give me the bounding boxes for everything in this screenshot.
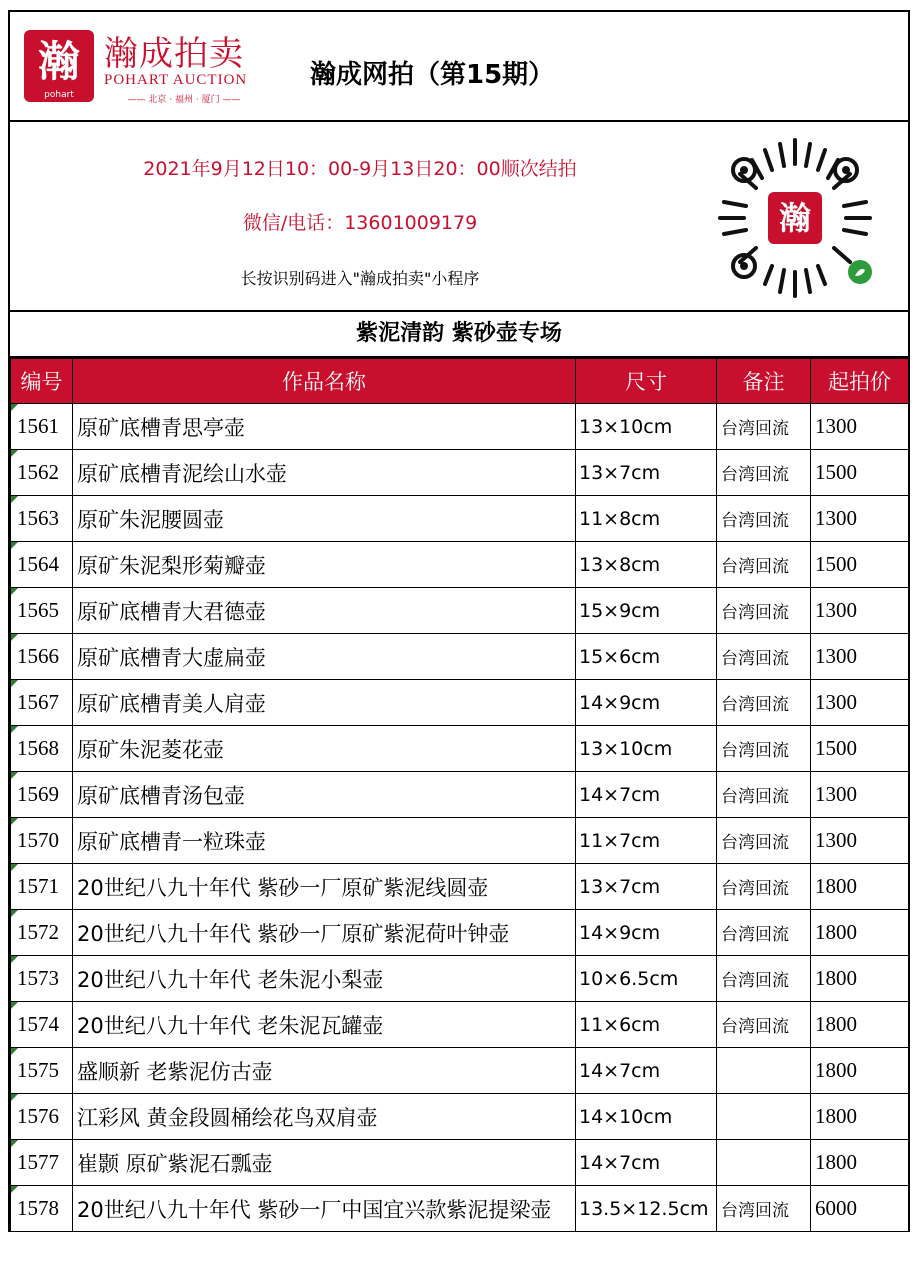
lot-size: 11×7cm	[576, 818, 717, 864]
logo-locations: —— 北京 · 福州 · 厦门 ——	[127, 95, 241, 105]
lot-name: 20世纪八九十年代 老朱泥瓦罐壶	[73, 1002, 576, 1048]
auction-schedule: 2021年9月12日10：00-9月13日20：00顺次结拍	[143, 158, 577, 180]
lot-number: 1572	[11, 910, 73, 956]
lot-note: 台湾回流	[717, 588, 811, 634]
lot-size: 14×10cm	[576, 1094, 717, 1140]
lot-note: 台湾回流	[717, 864, 811, 910]
lot-name: 原矿底槽青美人肩壶	[73, 680, 576, 726]
table-row	[11, 910, 909, 956]
logo-mark-glyph: 瀚	[37, 37, 80, 86]
table-row	[11, 450, 909, 496]
lot-price: 1300	[811, 404, 909, 450]
lot-price: 1500	[811, 450, 909, 496]
lot-price: 1300	[811, 772, 909, 818]
miniprogram-hint: 长按识别码进入"瀚成拍卖"小程序	[240, 269, 480, 288]
section-title: 紫泥清韵 紫砂壶专场	[10, 312, 908, 358]
lot-name: 20世纪八九十年代 紫砂一厂原矿紫泥线圆壶	[73, 864, 576, 910]
lot-note: 台湾回流	[717, 1186, 811, 1232]
lot-price: 1800	[811, 910, 909, 956]
lot-number: 1577	[11, 1140, 73, 1186]
lot-name: 江彩风 黄金段圆桶绘花鸟双肩壶	[73, 1094, 576, 1140]
lot-size: 14×9cm	[576, 680, 717, 726]
lot-number: 1571	[11, 864, 73, 910]
lot-note	[717, 1140, 811, 1186]
lot-size: 13×7cm	[576, 450, 717, 496]
col-header-note: 备注	[717, 359, 811, 404]
lot-name: 原矿底槽青大君德壶	[73, 588, 576, 634]
col-header-name: 作品名称	[73, 359, 576, 404]
col-header-size: 尺寸	[576, 359, 717, 404]
table-row	[11, 496, 909, 542]
logo-english-name: POHART AUCTION	[104, 72, 248, 88]
lot-name: 原矿底槽青大虚扁壶	[73, 634, 576, 680]
lot-number: 1575	[11, 1048, 73, 1094]
col-header-price: 起拍价	[811, 359, 909, 404]
lot-size: 14×7cm	[576, 1140, 717, 1186]
info-block	[10, 122, 908, 312]
table-row	[11, 864, 909, 910]
lot-note: 台湾回流	[717, 450, 811, 496]
lot-note: 台湾回流	[717, 726, 811, 772]
lot-note: 台湾回流	[717, 680, 811, 726]
lot-price: 1800	[811, 1002, 909, 1048]
auction-sheet	[8, 10, 910, 1232]
lot-number: 1578	[11, 1186, 73, 1232]
lot-number: 1561	[11, 404, 73, 450]
lot-size: 13.5×12.5cm	[576, 1186, 717, 1232]
table-header-row	[11, 359, 909, 404]
lot-number: 1568	[11, 726, 73, 772]
lot-number: 1569	[11, 772, 73, 818]
lot-note: 台湾回流	[717, 542, 811, 588]
lot-name: 崔颢 原矿紫泥石瓢壶	[73, 1140, 576, 1186]
lot-price: 1500	[811, 542, 909, 588]
lot-note: 台湾回流	[717, 910, 811, 956]
lot-price: 1300	[811, 588, 909, 634]
lot-note: 台湾回流	[717, 956, 811, 1002]
lot-size: 13×10cm	[576, 404, 717, 450]
lot-size: 11×6cm	[576, 1002, 717, 1048]
table-row	[11, 956, 909, 1002]
lot-size: 14×7cm	[576, 772, 717, 818]
logo-mark	[24, 30, 94, 102]
table-row	[11, 542, 909, 588]
lot-name: 盛顺新 老紫泥仿古壶	[73, 1048, 576, 1094]
table-row	[11, 588, 909, 634]
table-row	[11, 1140, 909, 1186]
lot-price: 1800	[811, 1094, 909, 1140]
lot-note: 台湾回流	[717, 772, 811, 818]
lot-price: 1300	[811, 496, 909, 542]
lot-size: 14×7cm	[576, 1048, 717, 1094]
miniprogram-qr-code[interactable]	[710, 134, 880, 302]
lot-note: 台湾回流	[717, 818, 811, 864]
lot-name: 20世纪八九十年代 紫砂一厂原矿紫泥荷叶钟壶	[73, 910, 576, 956]
table-row	[11, 1048, 909, 1094]
lot-size: 11×8cm	[576, 496, 717, 542]
lot-name: 原矿底槽青汤包壶	[73, 772, 576, 818]
lot-note: 台湾回流	[717, 404, 811, 450]
lot-name: 原矿底槽青思亭壶	[73, 404, 576, 450]
lot-name: 20世纪八九十年代 老朱泥小梨壶	[73, 956, 576, 1002]
lot-number: 1563	[11, 496, 73, 542]
lot-size: 13×10cm	[576, 726, 717, 772]
lot-number: 1574	[11, 1002, 73, 1048]
lot-number: 1567	[11, 680, 73, 726]
lot-name: 原矿底槽青泥绘山水壶	[73, 450, 576, 496]
lot-price: 1800	[811, 956, 909, 1002]
contact-info: 微信/电话：13601009179	[242, 212, 478, 234]
table-row	[11, 404, 909, 450]
lot-price: 1800	[811, 1048, 909, 1094]
table-row	[11, 1002, 909, 1048]
table-row	[11, 726, 909, 772]
lot-size: 10×6.5cm	[576, 956, 717, 1002]
lot-name: 20世纪八九十年代 紫砂一厂中国宜兴款紫泥提梁壶	[73, 1186, 576, 1232]
logo-chinese-name: 瀚成拍卖	[104, 34, 244, 74]
lot-number: 1570	[11, 818, 73, 864]
table-row	[11, 634, 909, 680]
lot-table	[10, 358, 909, 1232]
lot-number: 1573	[11, 956, 73, 1002]
lot-name: 原矿底槽青一粒珠壶	[73, 818, 576, 864]
lot-size: 15×6cm	[576, 634, 717, 680]
col-header-number: 编号	[11, 359, 73, 404]
lot-price: 1800	[811, 1140, 909, 1186]
table-row	[11, 680, 909, 726]
lot-note: 台湾回流	[717, 634, 811, 680]
lot-note: 台湾回流	[717, 1002, 811, 1048]
table-row	[11, 818, 909, 864]
header	[10, 12, 908, 122]
lot-number: 1565	[11, 588, 73, 634]
page-title: 瀚成网拍（第15期）	[310, 60, 555, 90]
table-row	[11, 1094, 909, 1140]
lot-note	[717, 1048, 811, 1094]
lot-price: 1500	[811, 726, 909, 772]
lot-name: 原矿朱泥梨形菊瓣壶	[73, 542, 576, 588]
lot-price: 1300	[811, 680, 909, 726]
table-row	[11, 1186, 909, 1232]
lot-size: 13×7cm	[576, 864, 717, 910]
lot-price: 6000	[811, 1186, 909, 1232]
lot-price: 1300	[811, 818, 909, 864]
lot-size: 15×9cm	[576, 588, 717, 634]
lot-number: 1566	[11, 634, 73, 680]
qr-center-logo-glyph: 瀚	[778, 199, 812, 237]
lot-price: 1300	[811, 634, 909, 680]
lot-name: 原矿朱泥菱花壶	[73, 726, 576, 772]
lot-number: 1564	[11, 542, 73, 588]
lot-size: 13×8cm	[576, 542, 717, 588]
lot-note	[717, 1094, 811, 1140]
lot-name: 原矿朱泥腰圆壶	[73, 496, 576, 542]
logo-mark-sub: pohart	[44, 90, 74, 100]
lot-number: 1562	[11, 450, 73, 496]
table-row	[11, 772, 909, 818]
lot-price: 1800	[811, 864, 909, 910]
logo	[24, 26, 264, 106]
lot-size: 14×9cm	[576, 910, 717, 956]
lot-number: 1576	[11, 1094, 73, 1140]
lot-note: 台湾回流	[717, 496, 811, 542]
